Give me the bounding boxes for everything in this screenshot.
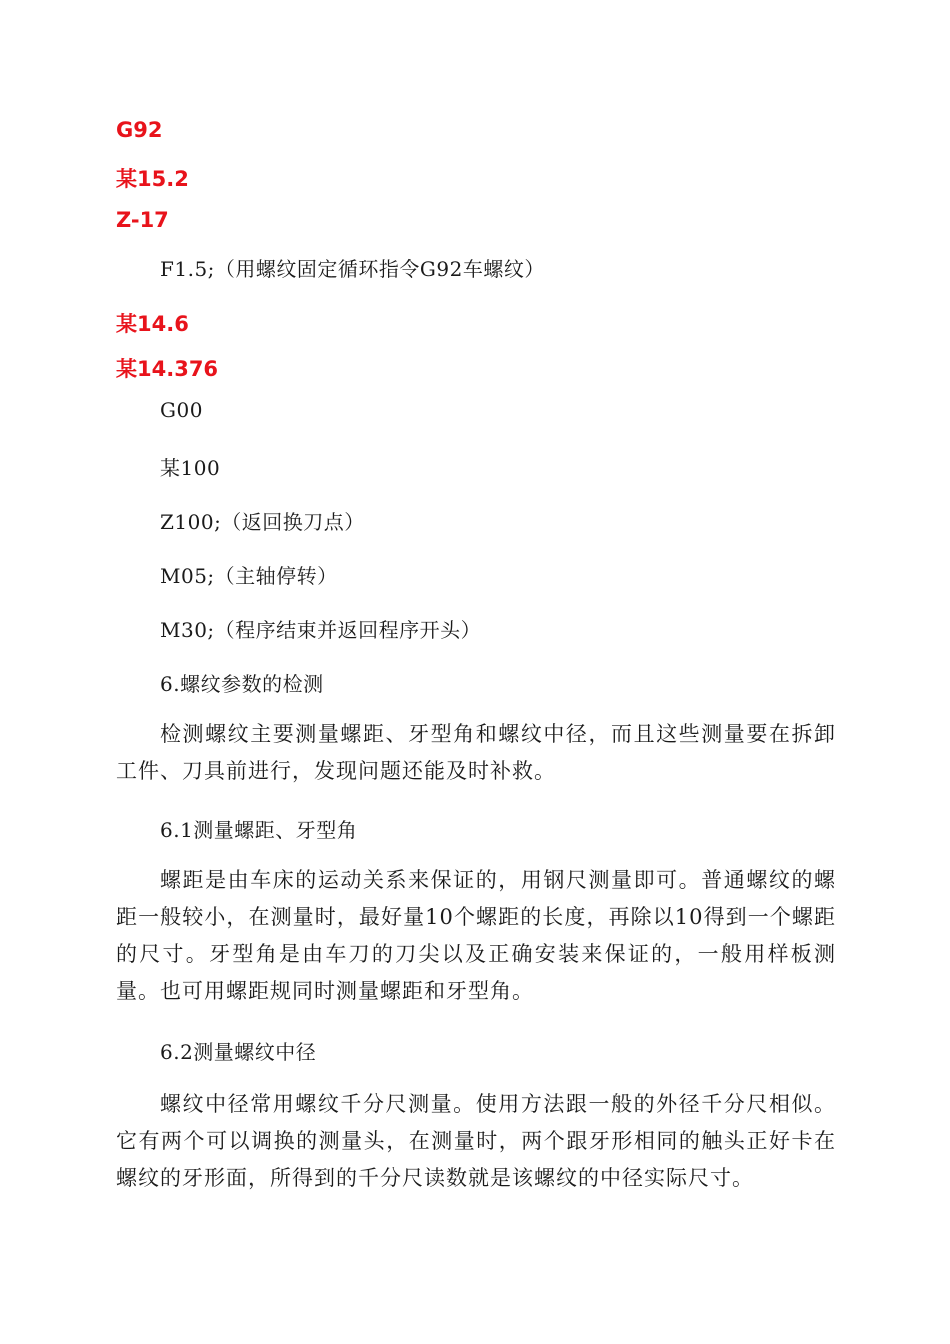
section-body-6: 检测螺纹主要测量螺距、牙型角和螺纹中径，而且这些测量要在拆卸工件、刀具前进行，发现问题还能及时补救。 [116,722,836,783]
code-line-z-17: Z-17 [116,208,169,232]
code-line-g00: G00 [160,398,203,422]
code-line-g92: G92 [116,118,163,142]
code-line-z100: Z100;（返回换刀点） [160,510,365,534]
section-heading-6-1: 6.1测量螺距、牙型角 [160,818,358,842]
code-line-m05: M05;（主轴停转） [160,564,338,588]
code-line-m30: M30;（程序结束并返回程序开头） [160,618,482,642]
section-body-6-1: 螺距是由车床的运动关系来保证的，用钢尺测量即可。普通螺纹的螺距一般较小，在测量时，最好量10个螺距的长度，再除以10得到一个螺距的尺寸。牙型角是由车刀的刀尖以及正确安装来保证的，一般用样板测量。也可用螺距规同时测量螺距和牙型角。 [116,868,836,1003]
code-line-x100: 某100 [160,456,221,480]
code-line-x14-376: 某14.376 [116,357,219,381]
code-line-x14-6: 某14.6 [116,312,189,336]
section-heading-6-2: 6.2测量螺纹中径 [160,1040,317,1064]
code-line-f1-5: F1.5;（用螺纹固定循环指令G92车螺纹） [160,257,545,281]
section-heading-6: 6.螺纹参数的检测 [160,672,324,696]
section-body-6-2: 螺纹中径常用螺纹千分尺测量。使用方法跟一般的外径千分尺相似。它有两个可以调换的测量头，在测量时，两个跟牙形相同的触头正好卡在螺纹的牙形面，所得到的千分尺读数就是该螺纹的中径实际尺寸。 [116,1092,836,1190]
code-line-x15-2: 某15.2 [116,167,189,191]
